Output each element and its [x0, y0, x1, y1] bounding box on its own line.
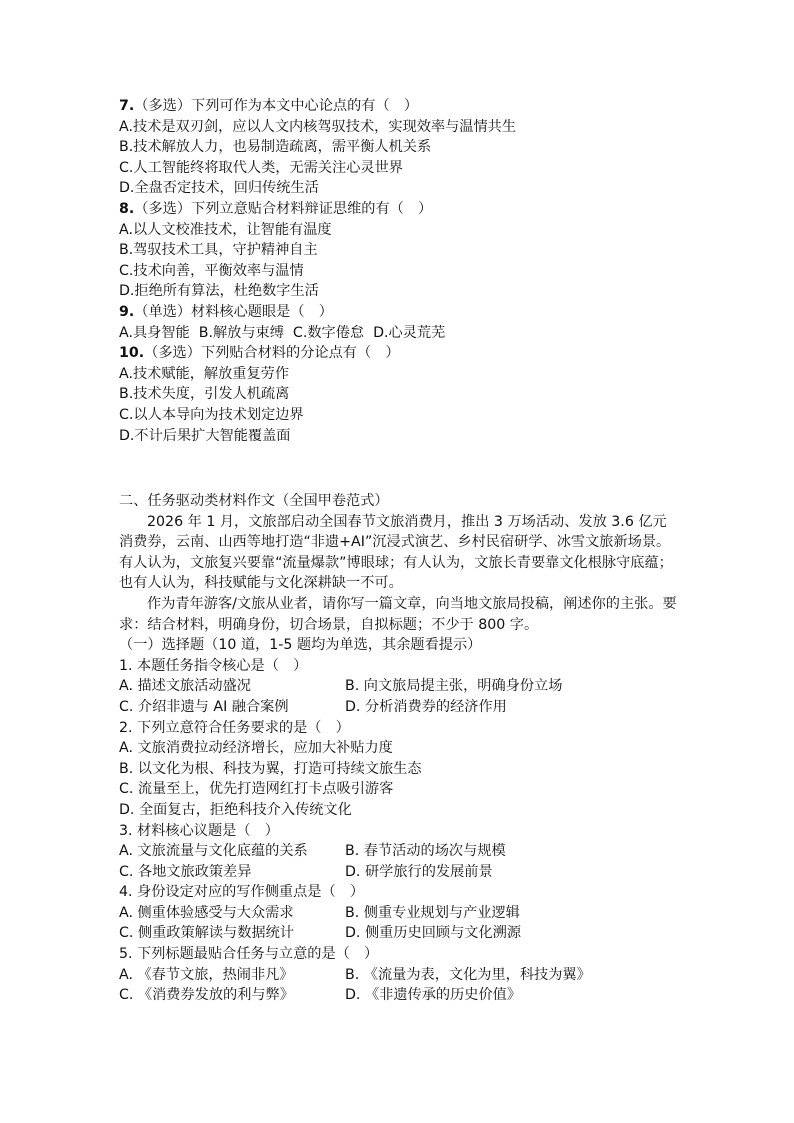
question-7-option-b: B.技术解放人力，也易制造疏离，需平衡人机关系	[119, 139, 432, 156]
question-4-options-row-1: A. 侧重体验感受与大众需求 B. 侧重专业规划与产业逻辑	[119, 904, 520, 921]
question-1-stem: 1. 本题任务指令核心是（ ）	[119, 657, 308, 674]
question-1-options-row-1: A. 描述文旅活动盛况 B. 向文旅局提主张，明确身份立场	[119, 678, 563, 695]
question-3-options-row-1: A. 文旅流量与文化底蕴的关系 B. 春节活动的场次与规模	[119, 843, 506, 860]
question-8-option-a: A.以人文校准技术，让智能有温度	[119, 221, 332, 238]
question-9-options: A.具身智能 B.解放与束缚 C.数字倦怠 D.心灵荒芜	[119, 324, 446, 341]
question-5-options-row-2: C. 《消费券发放的利与弊》 D. 《非遗传承的历史价值》	[119, 987, 522, 1004]
question-9-stem: 9.（单选）材料核心题眼是（ ）	[119, 303, 333, 320]
question-1-options-row-2: C. 介绍非遗与 AI 融合案例 D. 分析消费券的经济作用	[119, 698, 507, 715]
question-2-option-c: C. 流量至上，优先打造网红打卡点吸引游客	[119, 781, 394, 798]
question-7-option-a: A.技术是双刃剑，应以人文内核驾驭技术，实现效率与温情共生	[119, 118, 517, 135]
choice-section-title: （一）选择题（10 道，1-5 题均为单选，其余题看提示）	[119, 637, 482, 654]
question-2-option-b: B. 以文化为根、科技为翼，打造可持续文旅生态	[119, 760, 422, 777]
question-10-option-a: A.技术赋能，解放重复劳作	[119, 365, 290, 382]
question-8-option-c: C.技术向善，平衡效率与温情	[119, 262, 304, 279]
question-10-option-c: C.以人本导向为技术划定边界	[119, 406, 304, 423]
question-10-option-b: B.技术失度，引发人机疏离	[119, 386, 290, 403]
question-3-options-row-2: C. 各地文旅政策差异 D. 研学旅行的发展前景	[119, 863, 493, 880]
question-7-option-d: D.全盘否定技术，回归传统生活	[119, 180, 319, 197]
question-10-option-d: D.不计后果扩大智能覆盖面	[119, 427, 291, 444]
section-heading: 二、任务驱动类材料作文（全国甲卷范式）	[119, 493, 389, 509]
question-4-options-row-2: C. 侧重政策解读与数据统计 D. 侧重历史回顾与文化溯源	[119, 925, 522, 942]
question-8-stem: 8.（多选）下列立意贴合材料辩证思维的有（ ）	[119, 200, 433, 217]
question-2-option-a: A. 文旅消费拉动经济增长，应加大补贴力度	[119, 740, 393, 757]
question-4-stem: 4. 身份设定对应的写作侧重点是（ ）	[119, 884, 365, 901]
question-3-stem: 3. 材料核心议题是（ ）	[119, 822, 279, 839]
question-5-options-row-1: A. 《春节文旅，热闹非凡》 B. 《流量为表，文化为里，科技为翼》	[119, 966, 591, 983]
question-2-stem: 2. 下列立意符合任务要求的是（ ）	[119, 719, 350, 736]
question-7-option-c: C.人工智能终将取代人类，无需关注心灵世界	[119, 159, 403, 176]
question-5-stem: 5. 下列标题最贴合任务与立意的是（ ）	[119, 946, 379, 963]
question-10-stem: 10.（多选）下列贴合材料的分论点有（ ）	[119, 345, 400, 362]
question-8-option-b: B.驾驭技术工具，守护精神自主	[119, 242, 318, 259]
question-group-7-10	[119, 96, 679, 446]
question-2-option-d: D. 全面复古，拒绝科技介入传统文化	[119, 801, 352, 818]
question-7-stem: 7.（多选）下列可作为本文中心论点的有（ ）	[119, 98, 419, 114]
material-paragraph-1: 2026 年 1 月，文旅部启动全国春节文旅消费月，推出 3 万场活动、发放 3.6 亿元消费券，云南、山西等地打造“非遗+AI”沉浸式演艺、乡村民宿研学、冰雪文旅新场景。有人认为，文旅复兴要靠“流量爆款”博眼球；有人认为，文旅长青要靠文化根脉守底蕴；也有人认为，科技赋能与文化深耕缺一不可。	[119, 513, 673, 592]
question-8-option-d: D.拒绝所有算法，杜绝数字生活	[119, 283, 319, 300]
writing-task-section	[119, 491, 679, 1006]
material-paragraph-2: 作为青年游客/文旅从业者，请你写一篇文章，向当地文旅局投稿，阐述你的主张。要求：结合材料，明确身份，切合场景，自拟标题；不少于 800 字。	[119, 595, 677, 633]
